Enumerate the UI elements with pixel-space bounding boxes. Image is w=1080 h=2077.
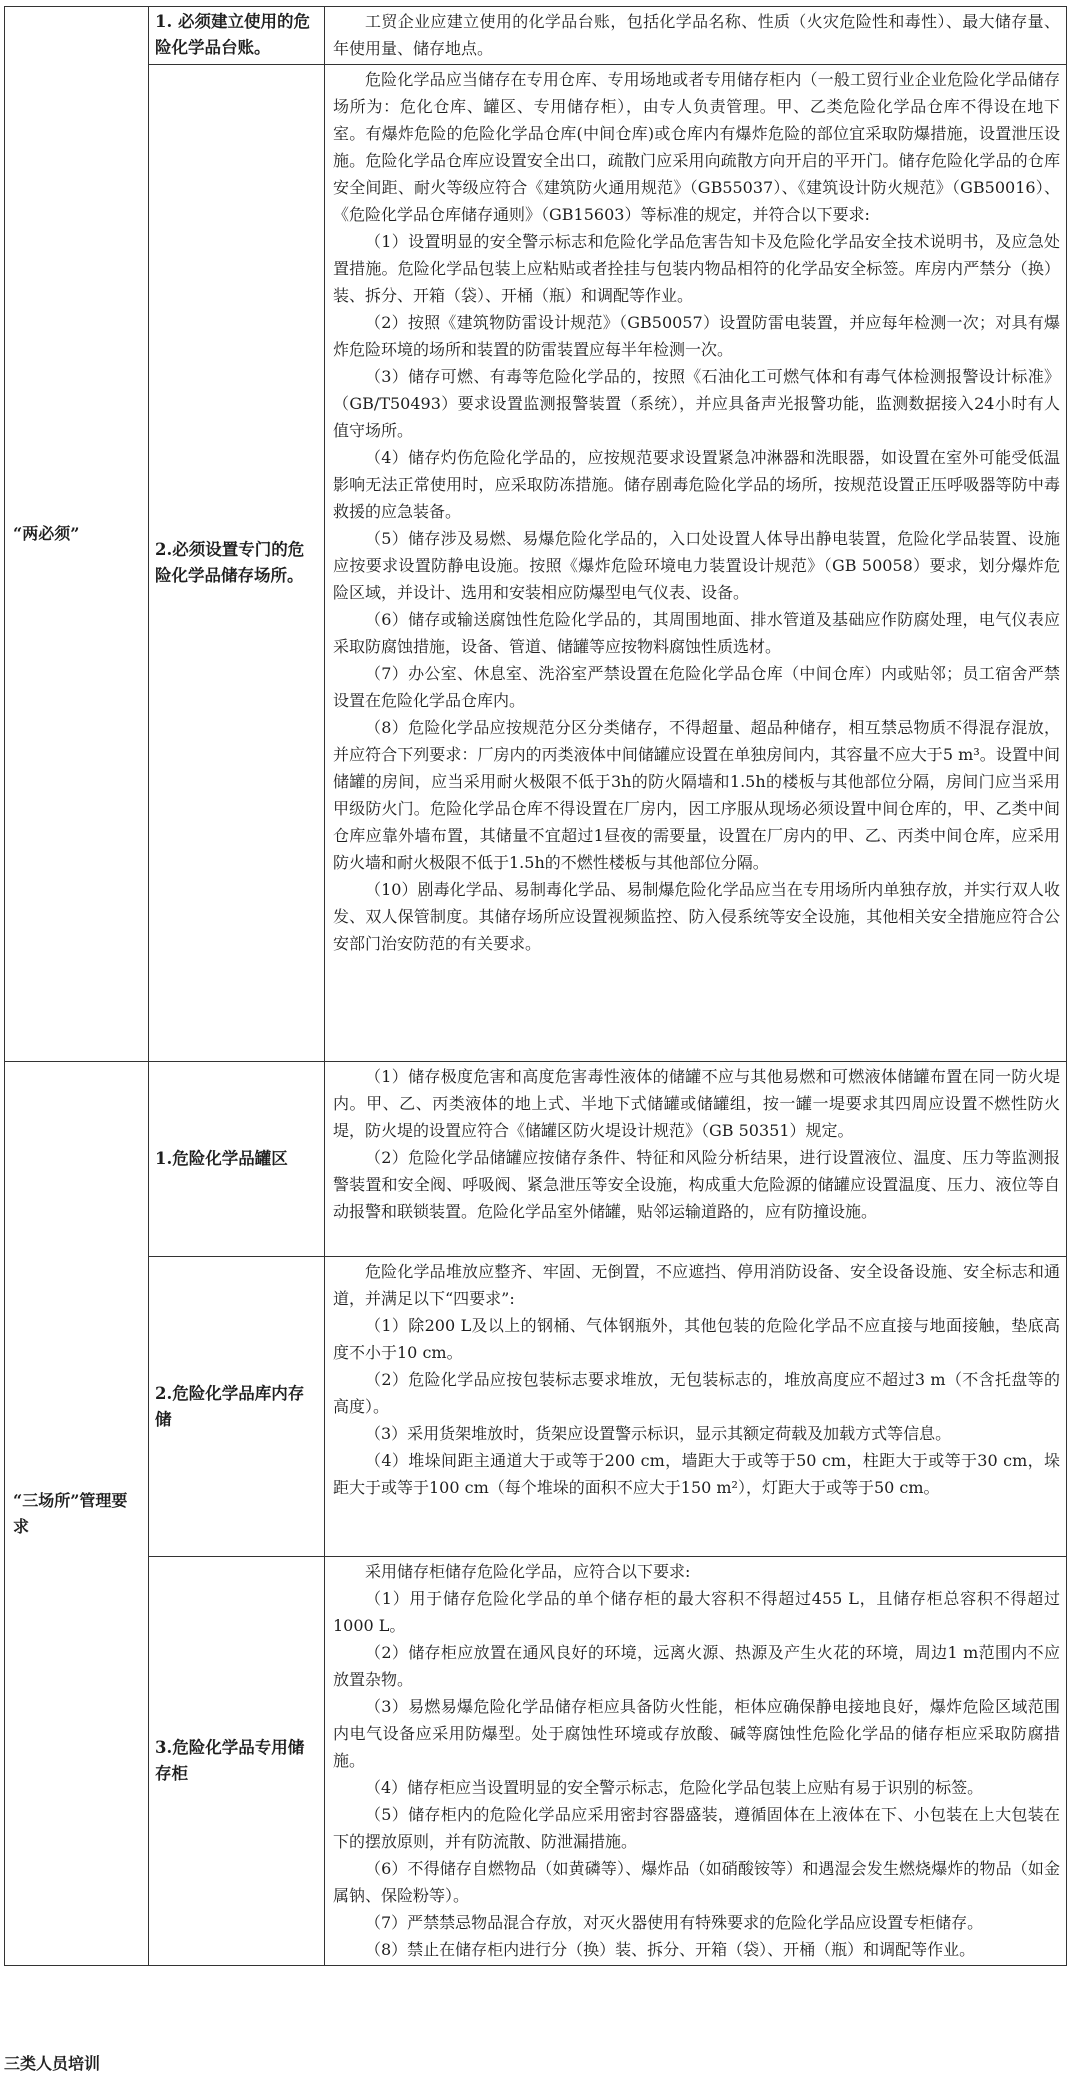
content-paragraph: 工贸企业应建立使用的化学品台账，包括化学品名称、性质（火灾危险性和毒性）、最大储存量、年使用量、储存地点。 xyxy=(333,12,1060,58)
table-row xyxy=(5,1062,1067,1257)
item-title-cell: 1.危险化学品罐区 xyxy=(149,1062,325,1257)
content-paragraph: （5）储存柜内的危险化学品应采用密封容器盛装，遵循固体在上液体在下、小包装在上大包装在下的摆放原则，并有防流散、防泄漏措施。 xyxy=(333,1805,1060,1851)
content-paragraph: （4）储存柜应当设置明显的安全警示标志，危险化学品包装上应贴有易于识别的标签。 xyxy=(365,1778,984,1797)
category-cell: “三场所”管理要求 xyxy=(5,1062,149,1966)
item-content-cell xyxy=(325,1257,1067,1557)
content-paragraph: （4）堆垛间距主通道大于或等于200 cm，墙距大于或等于50 cm，柱距大于或等于30 cm，垛距大于或等于100 cm（每个堆垛的面积不应大于150 m²），灯距大于或等于50 cm。 xyxy=(333,1451,1060,1497)
table-row xyxy=(5,1257,1067,1557)
content-paragraph: 采用储存柜储存危险化学品，应符合以下要求: xyxy=(365,1562,691,1581)
content-paragraph: （1）用于储存危险化学品的单个储存柜的最大容积不得超过455 L，且储存柜总容积不得超过1000 L。 xyxy=(333,1589,1060,1635)
content-paragraph: 危险化学品应当储存在专用仓库、专用场地或者专用储存柜内（一般工贸行业企业危险化学品储存场所为：危化仓库、罐区、专用储存柜），由专人负责管理。甲、乙类危险化学品仓库不得设在地下室。有爆炸危险的危险化学品仓库(中间仓库)或仓库内有爆炸危险的部位宜采取防爆措施，设置泄压设施。危险化学品仓库应设置安全出口，疏散门应采用向疏散方向开启的平开门。储存危险化学品的仓库安全间距、耐火等级应符合《建筑防火通用规范》（GB55037）、《建筑设计防火规范》（GB50016）、《危险化学品仓库储存通则》（GB15603）等标准的规定，并符合以下要求: xyxy=(333,70,1060,224)
content-paragraph: （2）危险化学品应按包装标志要求堆放，无包装标志的，堆放高度应不超过3 m（不含托盘等的高度）。 xyxy=(333,1370,1060,1416)
content-paragraph: （3）采用货架堆放时，货架应设置警示标识，显示其额定荷载及加载方式等信息。 xyxy=(365,1424,952,1443)
content-paragraph: （6）不得储存自燃物品（如黄磷等）、爆炸品（如硝酸铵等）和遇湿会发生燃烧爆炸的物品（如金属钠、保险粉等）。 xyxy=(333,1859,1060,1905)
table-row xyxy=(5,7,1067,65)
item-title-cell: 2.必须设置专门的危险化学品储存场所。 xyxy=(149,65,325,1062)
content-paragraph: （2）储存柜应放置在通风良好的环境，远离火源、热源及产生火花的环境，周边1 m范围内不应放置杂物。 xyxy=(333,1643,1060,1689)
content-paragraph: （2）按照《建筑物防雷设计规范》（GB50057）设置防雷电装置，并应每年检测一次；对具有爆炸危险环境的场所和装置的防雷装置应每半年检测一次。 xyxy=(333,313,1060,359)
content-paragraph: （1）设置明显的安全警示标志和危险化学品危害告知卡及危险化学品安全技术说明书，及应急处置措施。危险化学品包装上应粘贴或者拴挂与包装内物品相符的化学品安全标签。库房内严禁分（换）装、拆分、开箱（袋）、开桶（瓶）和调配等作业。 xyxy=(333,232,1060,305)
item-content-cell xyxy=(325,1557,1067,1966)
item-title-cell: 3.危险化学品专用储存柜 xyxy=(149,1557,325,1966)
requirements-table xyxy=(4,6,1067,1966)
item-content-cell xyxy=(325,1062,1067,1257)
content-paragraph: （3）易燃易爆危险化学品储存柜应具备防火性能，柜体应确保静电接地良好，爆炸危险区域范围内电气设备应采用防爆型。处于腐蚀性环境或存放酸、碱等腐蚀性危险化学品的储存柜应采取防腐措施。 xyxy=(333,1697,1060,1770)
content-paragraph: （4）储存灼伤危险化学品的，应按规范要求设置紧急冲淋器和洗眼器，如设置在室外可能受低温影响无法正常使用时，应采取防冻措施。储存剧毒危险化学品的场所，按规范设置正压呼吸器等防中毒救援的应急装备。 xyxy=(333,448,1060,521)
content-paragraph: （10）剧毒化学品、易制毒化学品、易制爆危险化学品应当在专用场所内单独存放，并实行双人收发、双人保管制度。其储存场所应设置视频监控、防入侵系统等安全设施，其他相关安全措施应符合公安部门治安防范的有关要求。 xyxy=(333,880,1060,953)
content-paragraph: （3）储存可燃、有毒等危险化学品的，按照《石油化工可燃气体和有毒气体检测报警设计标准》（GB/T50493）要求设置监测报警装置（系统），并应具备声光报警功能，监测数据接入24小时有人值守场所。 xyxy=(333,367,1060,440)
content-paragraph: （6）储存或输送腐蚀性危险化学品的，其周围地面、排水管道及基础应作防腐处理，电气仪表应采取防腐蚀措施，设备、管道、储罐等应按物料腐蚀性质选材。 xyxy=(333,610,1060,656)
table-row xyxy=(5,65,1067,1062)
item-content-cell xyxy=(325,65,1067,1062)
content-paragraph: （5）储存涉及易燃、易爆危险化学品的，入口处设置人体导出静电装置，危险化学品装置、设施应按要求设置防静电设施。按照《爆炸危险环境电力装置设计规范》（GB 50058）要求，划分爆炸危险区域，并设计、选用和安装相应防爆型电气仪表、设备。 xyxy=(333,529,1060,602)
content-paragraph: （8）危险化学品应按规范分区分类储存，不得超量、超品种储存，相互禁忌物质不得混存混放，并应符合下列要求：厂房内的丙类液体中间储罐应设置在单独房间内，其容量不应大于5 m³。设置中间储罐的房间，应当采用耐火极限不低于3h的防火隔墙和1.5h的楼板与其他部位分隔，房间门应当采用甲级防火门。危险化学品仓库不得设置在厂房内，因工序服从现场必须设置中间仓库的，甲、乙类中间仓库应靠外墙布置，其储量不宜超过1昼夜的需要量，设置在厂房内的甲、乙、丙类中间仓库，应采用防火墙和耐火极限不低于1.5h的不燃性楼板与其他部位分隔。 xyxy=(333,718,1060,872)
table-row xyxy=(5,1557,1067,1966)
content-paragraph: 危险化学品堆放应整齐、牢固、无倒置，不应遮挡、停用消防设备、安全设备设施、安全标志和通道，并满足以下“四要求”: xyxy=(333,1262,1060,1308)
content-paragraph: （2）危险化学品储罐应按储存条件、特征和风险分析结果，进行设置液位、温度、压力等监测报警装置和安全阀、呼吸阀、紧急泄压等安全设施，构成重大危险源的储罐应设置温度、压力、液位等自动报警和联锁装置。危险化学品室外储罐，贴邻运输道路的，应有防撞设施。 xyxy=(333,1148,1060,1221)
content-paragraph: （1）储存极度危害和高度危害毒性液体的储罐不应与其他易燃和可燃液体储罐布置在同一防火堤内。甲、乙、丙类液体的地上式、半地下式储罐或储罐组，按一罐一堤要求其四周应设置不燃性防火堤，防火堤的设置应符合《储罐区防火堤设计规范》（GB 50351）规定。 xyxy=(333,1067,1060,1140)
footer-note: 三类人员培训 xyxy=(4,2054,101,2073)
category-cell: “两必须” xyxy=(5,7,149,1062)
content-paragraph: （7）办公室、休息室、洗浴室严禁设置在危险化学品仓库（中间仓库）内或贴邻；员工宿舍严禁设置在危险化学品仓库内。 xyxy=(333,664,1060,710)
item-content-cell xyxy=(325,7,1067,65)
content-paragraph: （1）除200 L及以上的钢桶、气体钢瓶外，其他包装的危险化学品不应直接与地面接触，垫底高度不小于10 cm。 xyxy=(333,1316,1060,1362)
content-paragraph: （8）禁止在储存柜内进行分（换）装、拆分、开箱（袋）、开桶（瓶）和调配等作业。 xyxy=(365,1940,976,1959)
item-title-cell: 1. 必须建立使用的危险化学品台账。 xyxy=(149,7,325,65)
item-title-cell: 2.危险化学品库内存储 xyxy=(149,1257,325,1557)
content-paragraph: （7）严禁禁忌物品混合存放，对灭火器使用有特殊要求的危险化学品应设置专柜储存。 xyxy=(365,1913,984,1932)
